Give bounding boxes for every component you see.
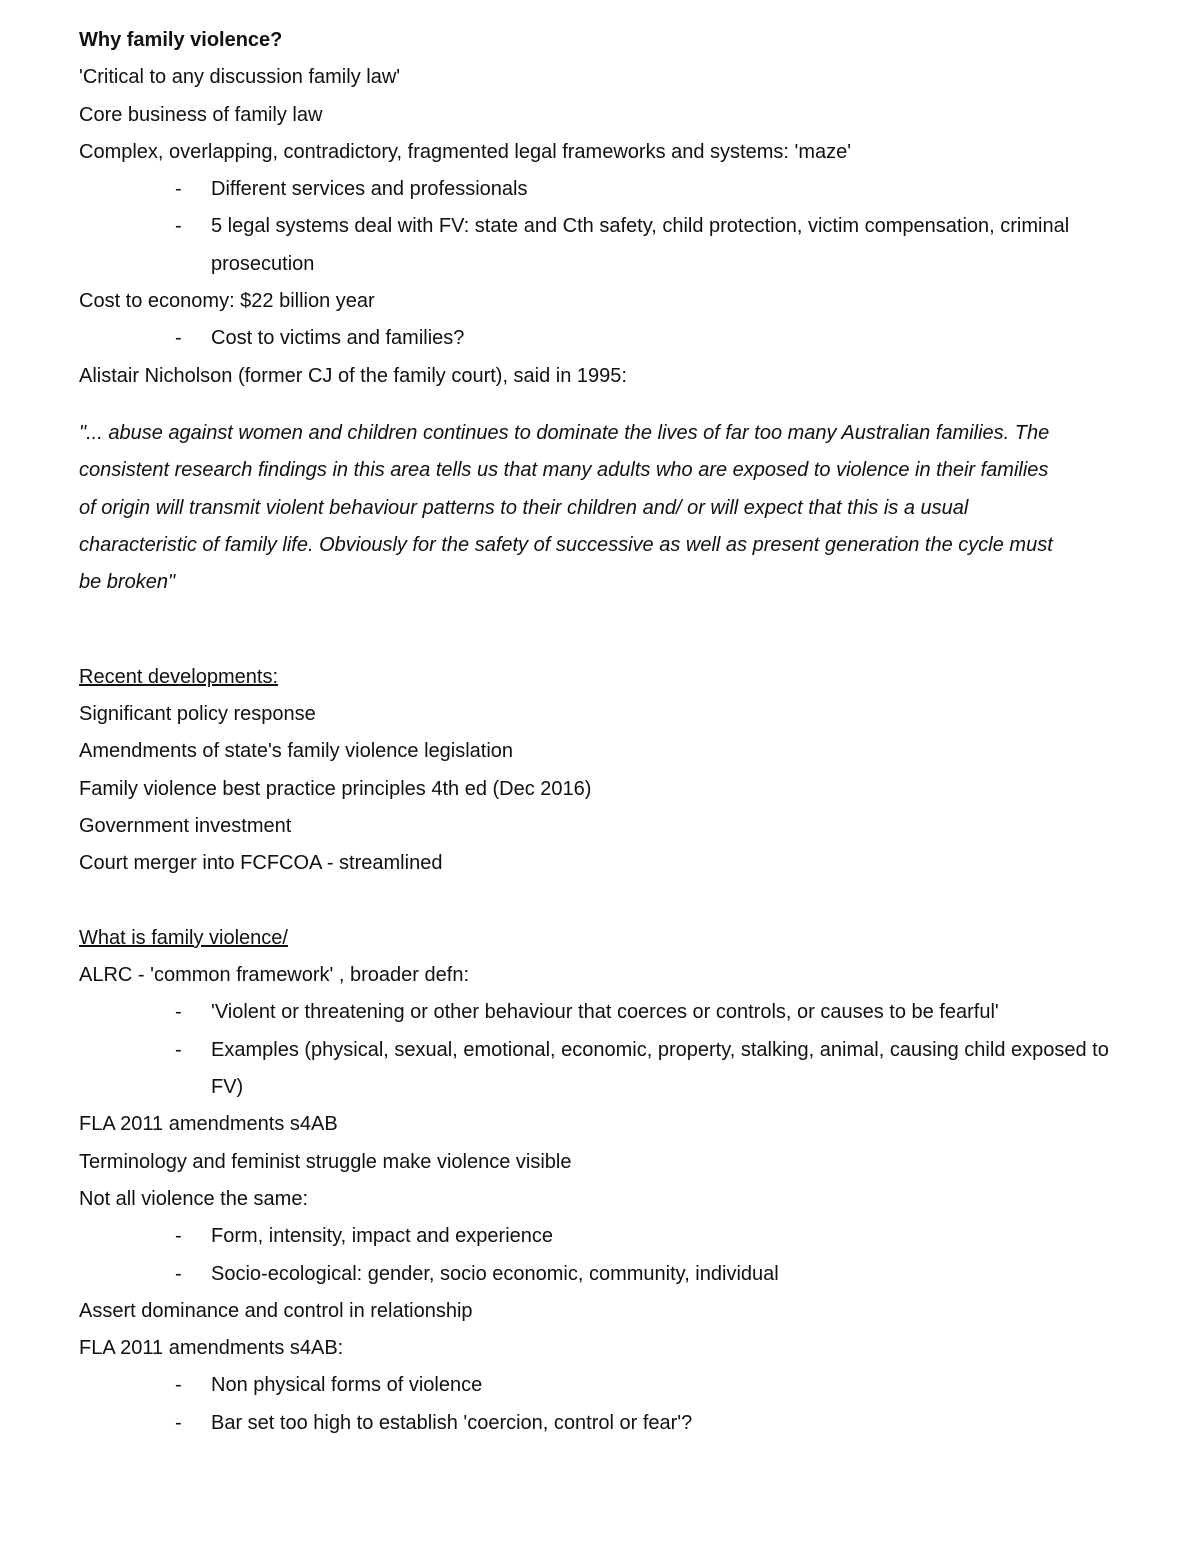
bullet-text: Different services and professionals bbox=[211, 178, 528, 201]
text-line: Court merger into FCFCOA - streamlined bbox=[79, 852, 443, 875]
bullet-text: Bar set too high to establish 'coercion, control or fear'? bbox=[211, 1411, 693, 1434]
bullet-item bbox=[79, 1218, 1139, 1255]
section-heading-what-is-family-violence: What is family violence/ bbox=[79, 926, 288, 949]
bullet-marker: - bbox=[175, 1411, 182, 1434]
bullet-text: Cost to victims and families? bbox=[211, 327, 465, 350]
bullet-marker: - bbox=[175, 178, 182, 201]
quote-text: "... abuse against women and children continues to dominate the lives of far too many Australian families. The consistent research findings in this area tells us that many adults who are exposed to violence in their families of origin will transmit violent behaviour patterns to their children and/ or will expect that this is a usual characteristic of family life. Obviously for the safety of successive as well as present generation the cycle must be broken" bbox=[79, 421, 1053, 594]
bullet-text: Form, intensity, impact and experience bbox=[211, 1225, 554, 1248]
bullet-item bbox=[79, 320, 1139, 357]
text-line: FLA 2011 amendments s4AB: bbox=[79, 1337, 344, 1360]
bullet-text: Non physical forms of violence bbox=[211, 1374, 483, 1397]
bullet-text: 5 legal systems deal with FV: state and Cth safety, child protection, victim compensation, criminal prosecution bbox=[211, 215, 1070, 275]
text-line: Complex, overlapping, contradictory, fragmented legal frameworks and systems: 'maze' bbox=[79, 140, 852, 163]
bullet-marker: - bbox=[175, 327, 182, 350]
text-line: ALRC - 'common framework' , broader defn: bbox=[79, 964, 469, 987]
bullet-item bbox=[79, 1405, 1139, 1442]
section-heading-recent-developments: Recent developments: bbox=[79, 665, 279, 688]
blank-line bbox=[79, 883, 1139, 920]
bullet-text: Socio-ecological: gender, socio economic, community, individual bbox=[211, 1262, 779, 1285]
bullet-item bbox=[79, 1256, 1139, 1293]
bullet-item bbox=[79, 208, 1139, 283]
bullet-marker: - bbox=[175, 1225, 182, 1248]
bullet-item bbox=[79, 1367, 1139, 1404]
bullet-text: 'Violent or threatening or other behaviour that coerces or controls, or causes to be fearful' bbox=[211, 1001, 999, 1024]
text-line: Assert dominance and control in relationship bbox=[79, 1299, 473, 1322]
bullet-text: Examples (physical, sexual, emotional, economic, property, stalking, animal, causing child exposed to FV) bbox=[211, 1038, 1109, 1099]
bullet-marker: - bbox=[175, 1374, 182, 1397]
text-line: Cost to economy: $22 billion year bbox=[79, 290, 375, 313]
bullet-item bbox=[79, 994, 1139, 1031]
bullet-item bbox=[79, 171, 1139, 208]
text-line: Amendments of state's family violence legislation bbox=[79, 740, 514, 763]
quote-attribution: Alistair Nicholson (former CJ of the family court), said in 1995: bbox=[79, 364, 627, 387]
blank-line bbox=[79, 621, 1139, 658]
text-line: Terminology and feminist struggle make violence visible bbox=[79, 1150, 572, 1173]
bullet-marker: - bbox=[175, 1001, 182, 1024]
document-page bbox=[79, 22, 1139, 1442]
bullet-marker: - bbox=[175, 1262, 182, 1285]
bullet-marker: - bbox=[175, 215, 182, 238]
text-line: Significant policy response bbox=[79, 703, 316, 726]
text-line: Family violence best practice principles 4th ed (Dec 2016) bbox=[79, 777, 592, 800]
text-line: 'Critical to any discussion family law' bbox=[79, 66, 401, 89]
section-heading-why-family-violence: Why family violence? bbox=[79, 29, 283, 51]
text-line: Core business of family law bbox=[79, 103, 323, 126]
bullet-item bbox=[79, 1032, 1139, 1107]
text-line: Government investment bbox=[79, 814, 292, 837]
text-line: FLA 2011 amendments s4AB bbox=[79, 1113, 338, 1136]
text-line: Not all violence the same: bbox=[79, 1187, 309, 1210]
bullet-marker: - bbox=[175, 1038, 182, 1061]
